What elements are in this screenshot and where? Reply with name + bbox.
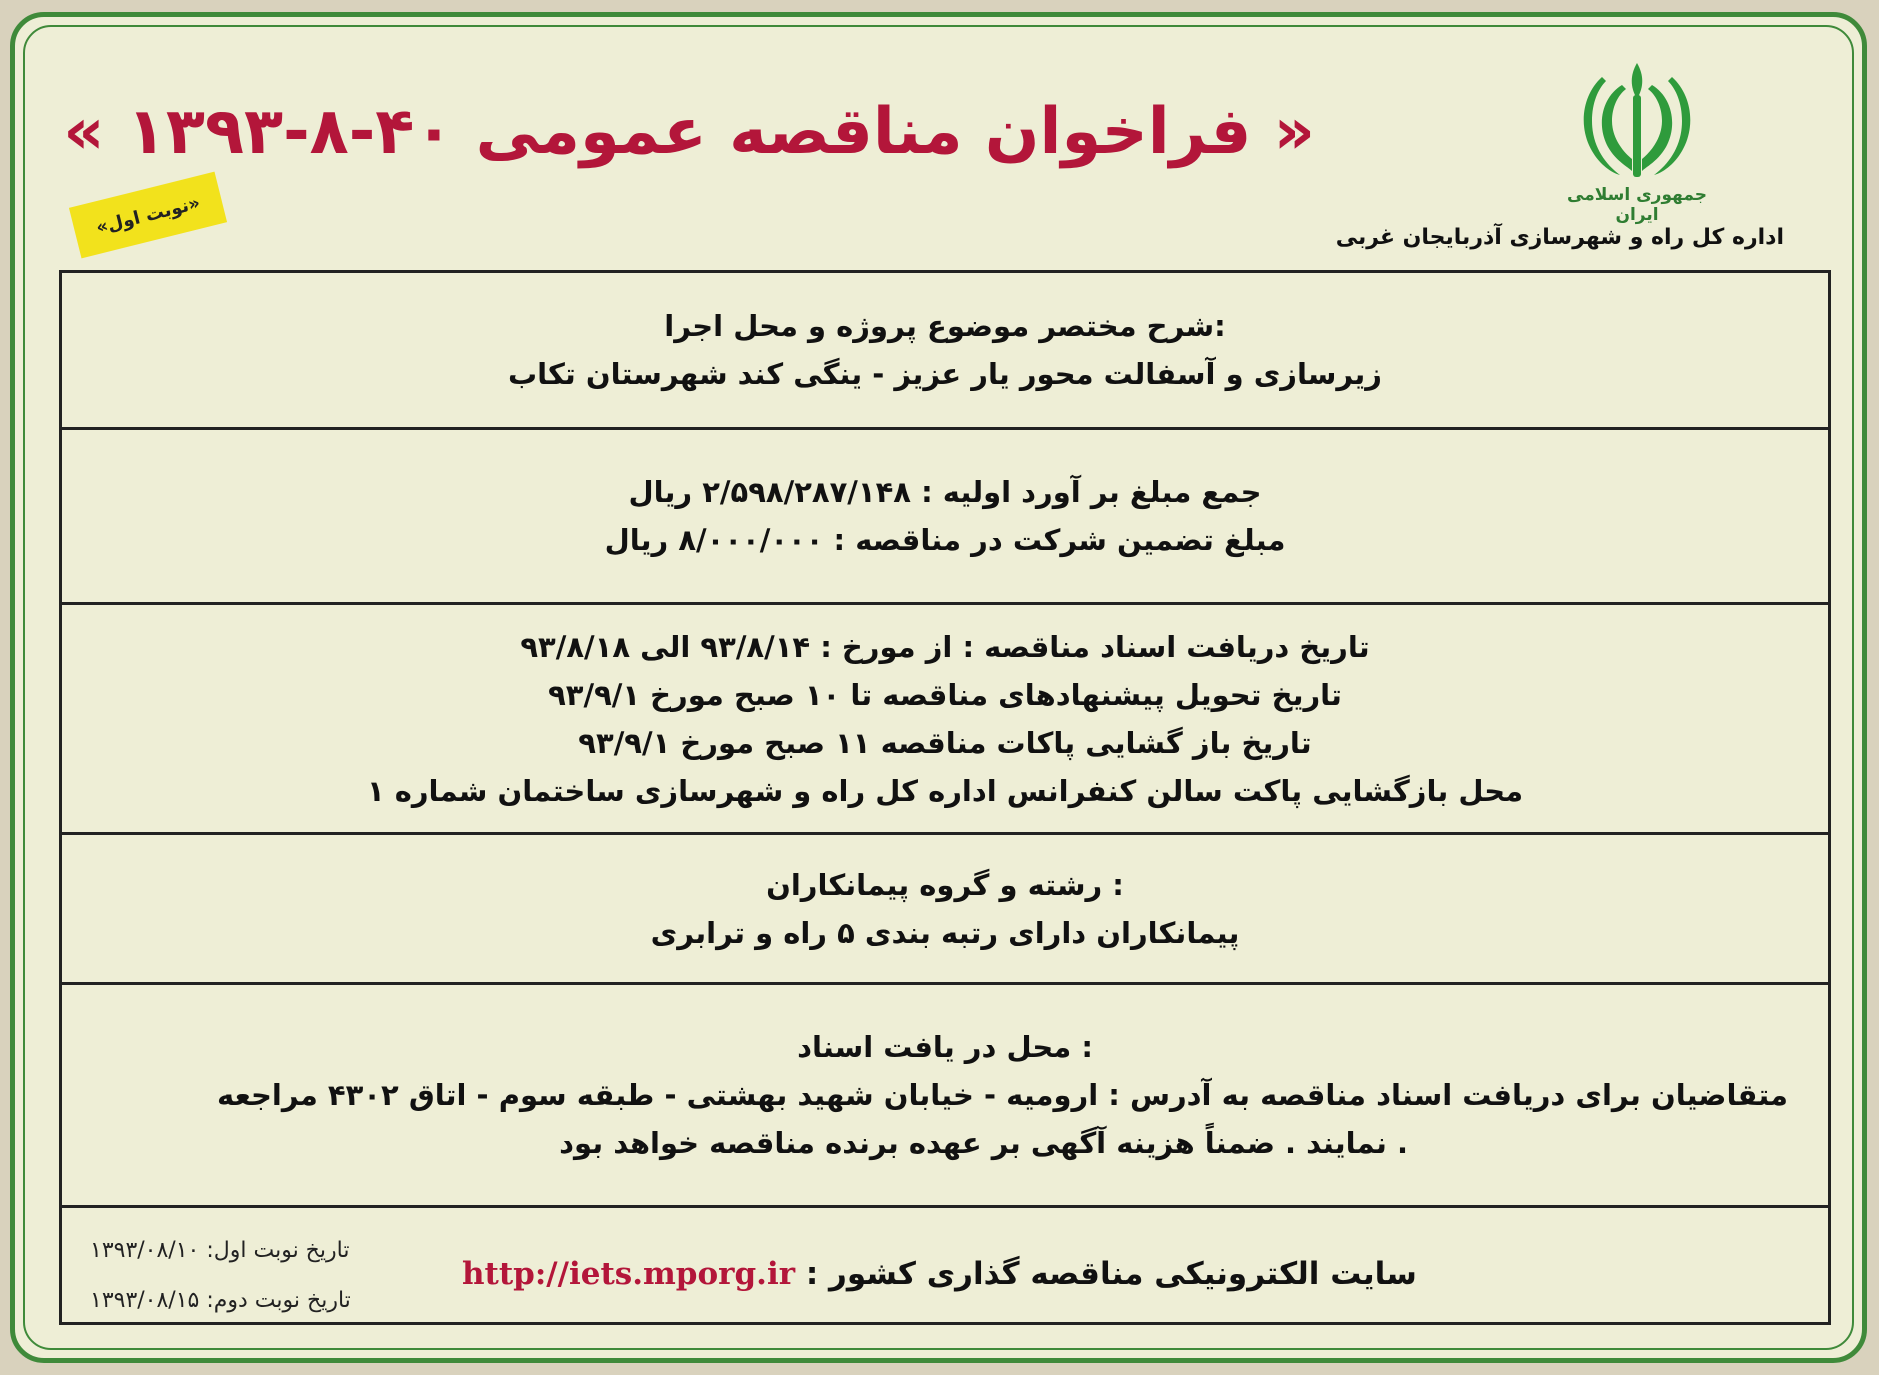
round-tag: «نوبت اول» bbox=[69, 172, 227, 259]
address-section bbox=[62, 985, 1828, 1208]
bid-opening-date: تاریخ باز گشایی پاکات مناقصه ۱۱ صبح مورخ ۹۳/۹/۱ bbox=[578, 725, 1312, 760]
iran-emblem-icon bbox=[1572, 55, 1702, 185]
project-section bbox=[62, 273, 1828, 430]
contractor-heading: : رشته و گروه پیمانکاران bbox=[766, 867, 1124, 902]
organization-name: اداره کل راه و شهرسازی آذربایجان غربی bbox=[1335, 225, 1784, 250]
site-label: سایت الکترونیکی مناقصه گذاری کشور : bbox=[795, 1256, 1417, 1292]
document-receipt-date: تاریخ دریافت اسناد مناقصه : از مورخ : ۹۳/۸/۱۴ الی ۹۳/۸/۱۸ bbox=[520, 629, 1370, 664]
notice-table bbox=[59, 270, 1831, 1325]
site-url-link[interactable]: http://iets.mporg.ir bbox=[462, 1256, 796, 1292]
project-description: زیرسازی و آسفالت محور یار عزیز - ینگی کند شهرستان تکاب bbox=[508, 357, 1382, 391]
guarantee-amount: مبلغ تضمین شرکت در مناقصه : ۸/۰۰۰/۰۰۰ ریال bbox=[604, 523, 1286, 557]
dates-section bbox=[62, 605, 1828, 835]
address-heading: : محل در یافت اسناد bbox=[797, 1030, 1093, 1064]
footer bbox=[62, 1208, 1828, 1322]
notice-title: « فراخوان مناقصه عمومی ۴۰-۸-۱۳۹۳ » bbox=[63, 95, 1315, 169]
bid-opening-place: محل بازگشایی پاکت سالن کنفرانس اداره کل راه و شهرسازی ساختمان شماره ۱ bbox=[366, 773, 1524, 808]
publication-dates bbox=[90, 1226, 351, 1326]
bid-delivery-date: تاریخ تحویل پیشنهادهای مناقصه تا ۱۰ صبح مورخ ۹۳/۹/۱ bbox=[548, 677, 1342, 712]
contractor-section bbox=[62, 835, 1828, 985]
address-note: . نمایند . ضمناً هزینه آگهی بر عهده برنده مناقصه خواهد بود bbox=[559, 1126, 1408, 1160]
tender-site bbox=[462, 1256, 1417, 1292]
estimate-amount: جمع مبلغ بر آورد اولیه : ۲/۵۹۸/۲۸۷/۱۴۸ ریال bbox=[628, 475, 1262, 509]
address-text: متقاضیان برای دریافت اسناد مناقصه به آدرس : ارومیه - خیابان شهید بهشتی - طبقه سوم - اتاق ۴۳۰۲ مراجعه bbox=[217, 1078, 1788, 1112]
project-heading: :شرح مختصر موضوع پروژه و محل اجرا bbox=[664, 309, 1226, 343]
contractor-grade: پیمانکاران دارای رتبه بندی ۵ راه و ترابری bbox=[650, 915, 1240, 950]
first-round-date: تاریخ نوبت اول: ۱۳۹۳/۰۸/۱۰ bbox=[90, 1238, 350, 1263]
notice-page bbox=[10, 12, 1867, 1363]
amount-section bbox=[62, 430, 1828, 605]
emblem-caption: جمهوری اسلامی ایران bbox=[1567, 185, 1707, 225]
second-round-date: تاریخ نوبت دوم: ۱۳۹۳/۰۸/۱۵ bbox=[90, 1288, 351, 1313]
